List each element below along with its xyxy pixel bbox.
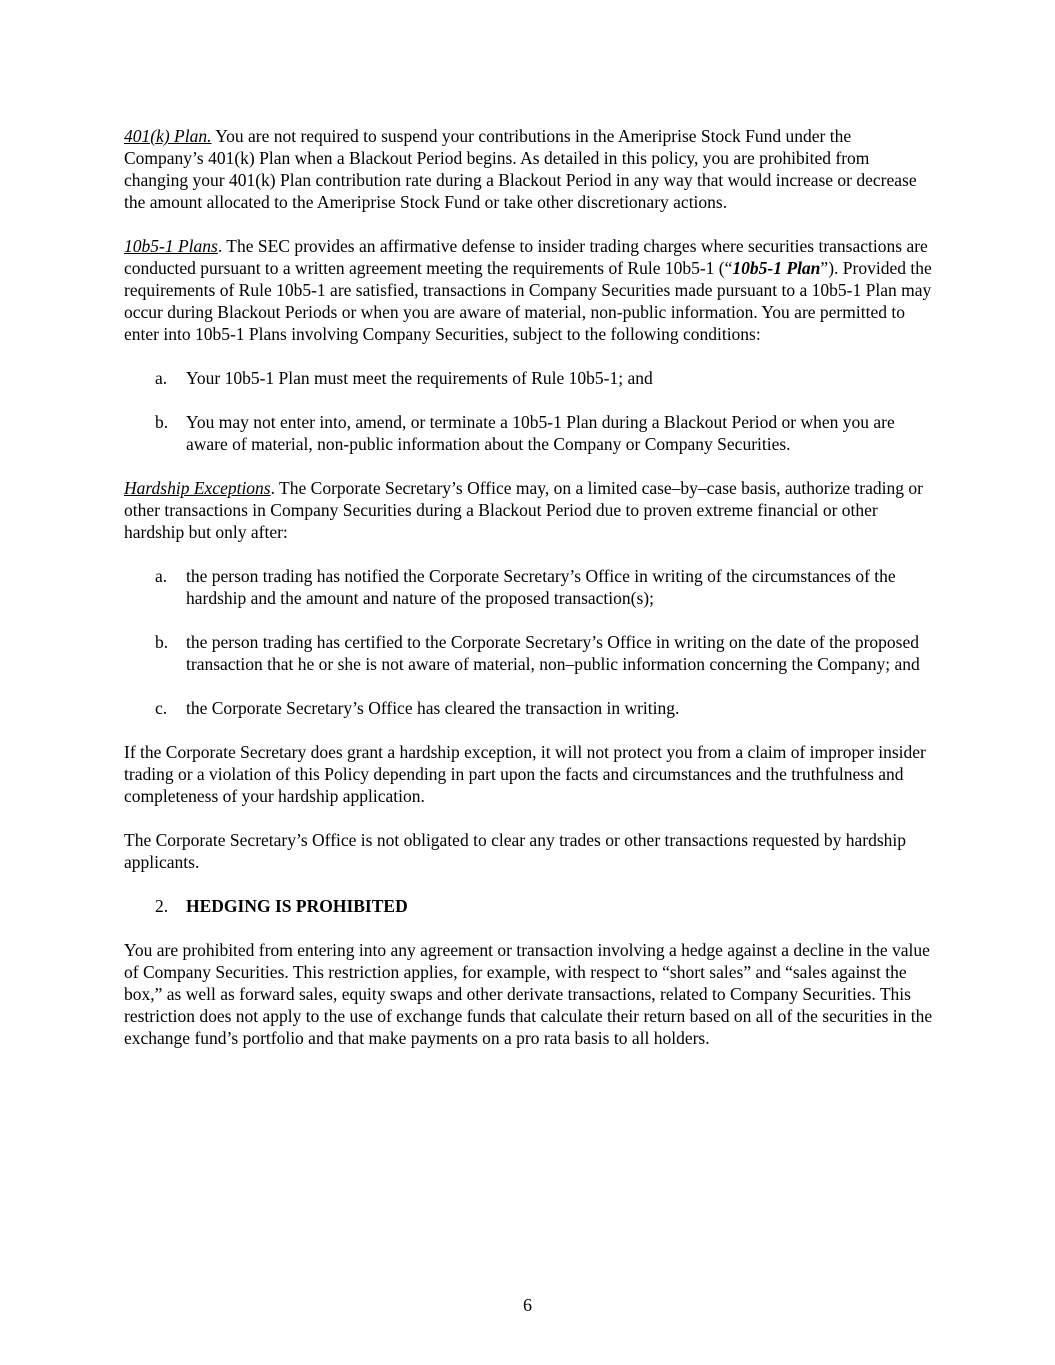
paragraph-hardship-exceptions <box>124 477 934 543</box>
list-item-text: Your 10b5-1 Plan must meet the requirements of Rule 10b5-1; and <box>186 368 653 388</box>
paragraph-hedging: You are prohibited from entering into any agreement or transaction involving a hedge against a decline in the value of Company Securities. This restriction applies, for example, with respect to “short sales” and “sales against the box,” as well as forward sales, equity swaps and other derivate transactions, related to Company Securities. This restriction does not apply to the use of exchange funds that calculate their return based on all of the securities in the exchange fund’s portfolio and that make payments on a pro rata basis to all holders. <box>124 940 933 1048</box>
document-page <box>124 125 934 1071</box>
list-marker: a. <box>155 566 168 586</box>
list-item-10b5-a <box>124 367 934 389</box>
section-heading-hedging <box>124 895 934 917</box>
list-item-text: You may not enter into, amend, or terminate a 10b5-1 Plan during a Blackout Period or when you are aware of material, non-public information about the Company or Company Securities. <box>186 412 895 454</box>
list-item-hardship-b <box>124 631 934 675</box>
defined-term-10b5-1-plan: 10b5-1 Plan <box>732 258 821 278</box>
paragraph-401k <box>124 125 934 213</box>
paragraph-heading-401k: 401(k) Plan. <box>124 126 212 146</box>
paragraph-text-10b5-1-before: . The SEC provides an affirmative defense to insider trading charges where securities transactions are conducted pursuant to a written agreement meeting the requirements of Rule 10b5-1 (“ <box>124 236 928 278</box>
page-number: 6 <box>523 1295 532 1315</box>
list-marker: b. <box>155 632 169 652</box>
paragraph-10b5-1-plans <box>124 235 934 345</box>
paragraph-hardship-protection: If the Corporate Secretary does grant a hardship exception, it will not protect you from a claim of improper insider trading or a violation of this Policy depending in part upon the facts and circumstances and the truthfulness and completeness of your hardship application. <box>124 742 926 806</box>
list-marker: a. <box>155 368 168 388</box>
paragraph-hardship-not-obligated: The Corporate Secretary’s Office is not obligated to clear any trades or other transactions requested by hardship applicants. <box>124 830 907 872</box>
list-item-text: the person trading has certified to the Corporate Secretary’s Office in writing on the date of the proposed transaction that he or she is not aware of material, non–public information concerning the Company; and <box>186 632 920 674</box>
list-item-text: the Corporate Secretary’s Office has cleared the transaction in writing. <box>186 698 680 718</box>
paragraph-text-401k: You are not required to suspend your contributions in the Ameriprise Stock Fund under the Company’s 401(k) Plan when a Blackout Period begins. As detailed in this policy, you are prohibited from changing your 401(k) Plan contribution rate during a Blackout Period in any way that would increase or decrease the amount allocated to the Ameriprise Stock Fund or take other discretionary actions. <box>124 126 917 212</box>
paragraph-heading-hardship: Hardship Exceptions <box>124 478 271 498</box>
list-item-hardship-c <box>124 697 934 719</box>
paragraph-text-hardship: . The Corporate Secretary’s Office may, on a limited case–by–case basis, authorize trading or other transactions in Company Securities during a Blackout Period due to proven extreme financial or other hardship but only after: <box>124 478 923 542</box>
list-marker: b. <box>155 412 169 432</box>
list-item-hardship-a <box>124 565 934 609</box>
paragraph-text-10b5-1-after: ”). Provided the requirements of Rule 10b5-1 are satisfied, transactions in Company Securities made pursuant to a 10b5-1 Plan may occur during Blackout Periods or when you are aware of material, non-public information. You are permitted to enter into 10b5-1 Plans involving Company Securities, subject to the following conditions: <box>124 258 932 344</box>
section-title: HEDGING IS PROHIBITED <box>186 896 408 916</box>
paragraph-heading-10b5-1: 10b5-1 Plans <box>124 236 218 256</box>
list-marker: c. <box>155 698 168 718</box>
list-item-text: the person trading has notified the Corporate Secretary’s Office in writing of the circumstances of the hardship and the amount and nature of the proposed transaction(s); <box>186 566 896 608</box>
list-item-10b5-b <box>124 411 934 455</box>
section-number: 2. <box>155 896 169 916</box>
